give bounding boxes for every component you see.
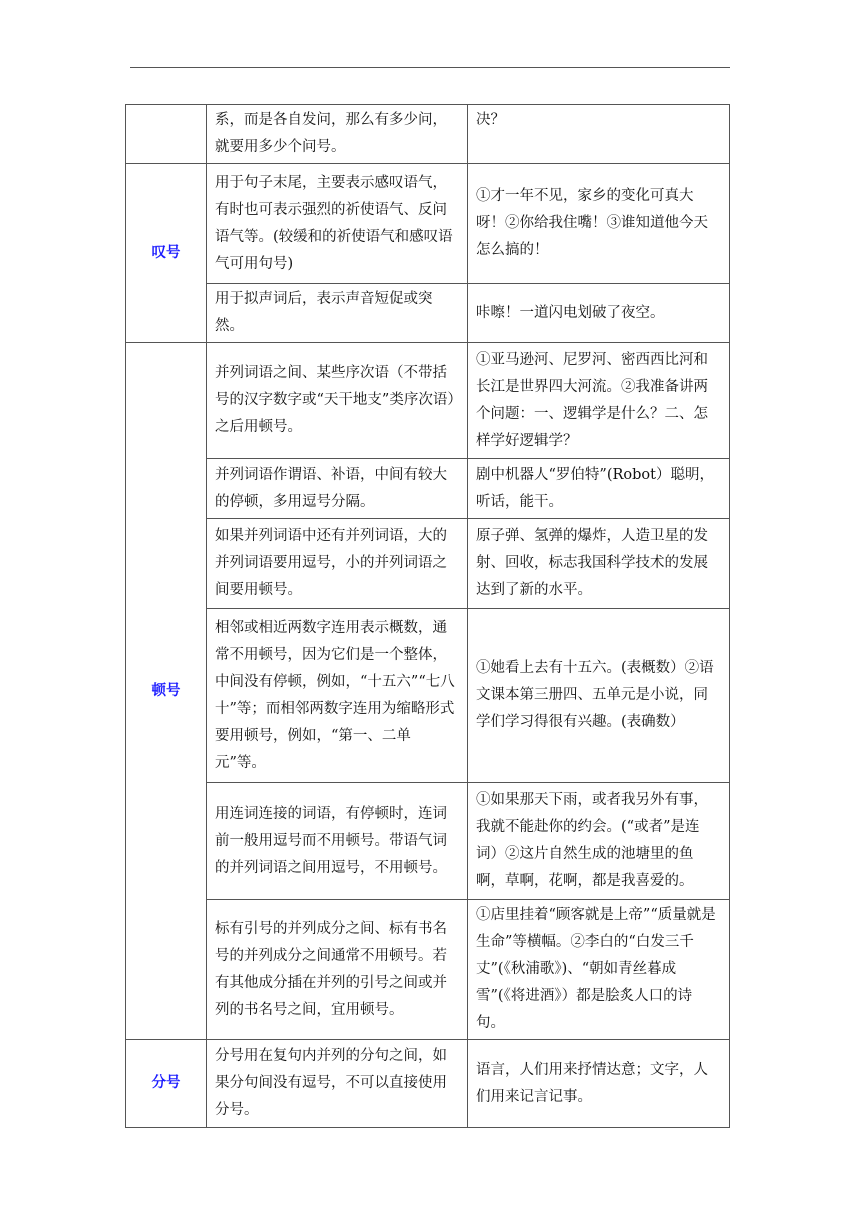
category-cell: [126, 105, 207, 164]
category-label-dunhao: 顿号: [126, 343, 207, 1040]
category-label-exclamation: 叹号: [126, 164, 207, 343]
example-cell: ①亚马逊河、尼罗河、密西西比河和长江是世界四大河流。②我准备讲两个问题：一、逻辑学是什么？二、怎样学好逻辑学？: [468, 343, 730, 459]
usage-cell: 相邻或相近两数字连用表示概数，通常不用顿号，因为它们是一个整体，中间没有停顿，例如，“十五六”“七八十”等；而相邻两数字连用为缩略形式要用顿号，例如，“第一、二单元”等。: [207, 609, 468, 783]
example-cell: ①才一年不见，家乡的变化可真大呀！②你给我住嘴！③谁知道他今天怎么搞的！: [468, 164, 730, 284]
punctuation-table: [125, 104, 730, 1128]
table-row: [126, 900, 730, 1040]
table-row: [126, 1040, 730, 1128]
example-cell: 语言，人们用来抒情达意；文字，人们用来记言记事。: [468, 1040, 730, 1128]
example-cell: ①如果那天下雨，或者我另外有事，我就不能赴你的约会。(“或者”是连词）②这片自然生成的池塘里的鱼啊，草啊，花啊，都是我喜爱的。: [468, 783, 730, 900]
usage-cell: 如果并列词语中还有并列词语，大的并列词语要用逗号，小的并列词语之间要用顿号。: [207, 519, 468, 609]
example-cell: 原子弹、氢弹的爆炸，人造卫星的发射、回收，标志我国科学技术的发展达到了新的水平。: [468, 519, 730, 609]
usage-cell: 系，而是各自发问，那么有多少问，就要用多少个问号。: [207, 105, 468, 164]
table-row: [126, 609, 730, 783]
header-rule: [130, 67, 730, 68]
usage-cell: 并列词语之间、某些序次语（不带括号的汉字数字或“天干地支”类序次语）之后用顿号。: [207, 343, 468, 459]
table-row: [126, 519, 730, 609]
example-cell: ①店里挂着“顾客就是上帝”“质量就是生命”等横幅。②李白的“白发三千丈”(《秋浦歌》)、“朝如青丝暮成雪”(《将进酒》）都是脍炙人口的诗句。: [468, 900, 730, 1040]
usage-cell: 用连词连接的词语，有停顿时，连词前一般用逗号而不用顿号。带语气词的并列词语之间用逗号，不用顿号。: [207, 783, 468, 900]
usage-cell: 用于拟声词后，表示声音短促或突然。: [207, 284, 468, 343]
table-row: [126, 783, 730, 900]
usage-cell: 标有引号的并列成分之间、标有书名号的并列成分之间通常不用顿号。若有其他成分插在并列的引号之间或并列的书名号之间，宜用顿号。: [207, 900, 468, 1040]
table-row: [126, 284, 730, 343]
category-label-semicolon: 分号: [126, 1040, 207, 1128]
table-row: [126, 164, 730, 284]
example-cell: 咔嚓！一道闪电划破了夜空。: [468, 284, 730, 343]
table-row: [126, 105, 730, 164]
example-cell: 剧中机器人“罗伯特”(Robot）聪明，听话，能干。: [468, 459, 730, 519]
usage-cell: 用于句子末尾，主要表示感叹语气，有时也可表示强烈的祈使语气、反问语气等。(较缓和的祈使语气和感叹语气可用句号): [207, 164, 468, 284]
usage-cell: 并列词语作谓语、补语，中间有较大的停顿，多用逗号分隔。: [207, 459, 468, 519]
example-cell: ①她看上去有十五六。(表概数）②语文课本第三册四、五单元是小说，同学们学习得很有兴趣。(表确数）: [468, 609, 730, 783]
table-row: [126, 343, 730, 459]
usage-cell: 分号用在复句内并列的分句之间，如果分句间没有逗号，不可以直接使用分号。: [207, 1040, 468, 1128]
table-row: [126, 459, 730, 519]
example-cell: 决？: [468, 105, 730, 164]
